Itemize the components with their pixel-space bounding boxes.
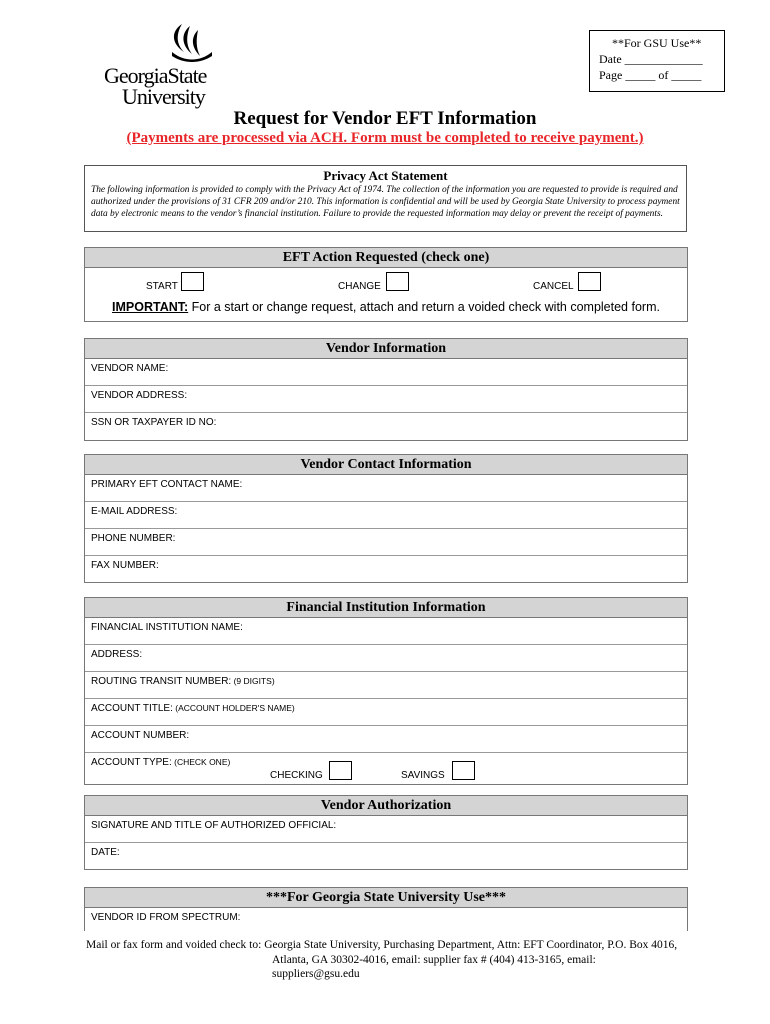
savings-label: SAVINGS	[401, 770, 445, 781]
institution-address-label: ADDRESS:	[91, 649, 143, 660]
privacy-text: The following information is provided to comply with the Privacy Act of 1974. The collection of the information you are requested to provide is required and authorized under the provisions of 31 CFR 209 and/or 210. This information is confidential and will be used by Georgia State University to process payment data by electronic means to the vendor’s financial institution. Failure to provide the requested information may delay or prevent the receipt of payments.	[91, 185, 680, 219]
footer-line-3[interactable]: suppliers@gsu.edu	[272, 968, 360, 980]
account-title-label-text: ACCOUNT TITLE:	[91, 703, 173, 714]
checking-checkbox[interactable]	[329, 761, 352, 780]
gsu-use-box	[589, 30, 725, 92]
institution-name-label: FINANCIAL INSTITUTION NAME:	[91, 622, 243, 633]
gsu-use-section	[84, 887, 688, 931]
signature-label: SIGNATURE AND TITLE OF AUTHORIZED OFFICIAL:	[91, 820, 337, 831]
vendor-info-section	[84, 338, 688, 441]
institution-address-field[interactable]	[85, 645, 687, 672]
vendor-contact-heading: Vendor Contact Information	[85, 455, 687, 475]
account-type-label	[91, 757, 230, 768]
eft-action-section	[84, 247, 688, 322]
savings-checkbox[interactable]	[452, 761, 475, 780]
eft-action-heading: EFT Action Requested (check one)	[85, 248, 687, 268]
cancel-label: CANCEL	[533, 281, 574, 292]
flame-icon	[162, 22, 214, 64]
important-label: IMPORTANT:	[112, 300, 189, 314]
auth-date-label: DATE:	[91, 847, 120, 858]
vendor-name-label: VENDOR NAME:	[91, 363, 169, 374]
ssn-field[interactable]	[85, 413, 687, 439]
institution-name-field[interactable]	[85, 618, 687, 645]
footer-line-1: Mail or fax form and voided check to: Georgia State University, Purchasing Department, Attn: EFT Coordinator, P.O. Box 4016,	[86, 939, 678, 951]
vendor-address-label: VENDOR ADDRESS:	[91, 390, 188, 401]
gsu-use-heading: **For GSU Use**	[612, 36, 702, 50]
vendor-info-heading: Vendor Information	[85, 339, 687, 359]
form-title: Request for Vendor EFT Information	[233, 108, 537, 129]
vendor-id-field[interactable]	[85, 908, 687, 930]
mailing-instructions	[86, 938, 686, 982]
account-title-label	[91, 703, 295, 714]
ssn-label: SSN OR TAXPAYER ID NO:	[91, 417, 217, 428]
vendor-address-field[interactable]	[85, 386, 687, 413]
phone-label: PHONE NUMBER:	[91, 533, 176, 544]
routing-label	[91, 676, 275, 687]
vendor-name-field[interactable]	[85, 359, 687, 386]
routing-label-text: ROUTING TRANSIT NUMBER:	[91, 676, 232, 687]
routing-note: (9 DIGITS)	[231, 676, 275, 686]
logo-line-2: University	[122, 84, 205, 109]
account-title-note: (ACCOUNT HOLDER'S NAME)	[172, 703, 295, 713]
important-note	[85, 300, 687, 314]
privacy-act-box	[84, 165, 687, 232]
primary-contact-label: PRIMARY EFT CONTACT NAME:	[91, 479, 243, 490]
authorization-heading: Vendor Authorization	[85, 796, 687, 816]
financial-section	[84, 597, 688, 785]
footer-line-2: Atlanta, GA 30302-4016, email: supplier fax # (404) 413-3165, email:	[272, 953, 596, 966]
phone-field[interactable]	[85, 529, 687, 556]
email-field[interactable]	[85, 502, 687, 529]
logo-line-1: GeorgiaState	[104, 63, 207, 88]
vendor-id-label: VENDOR ID FROM SPECTRUM:	[91, 912, 241, 923]
fax-label: FAX NUMBER:	[91, 560, 159, 571]
account-number-field[interactable]	[85, 726, 687, 753]
cancel-checkbox[interactable]	[578, 272, 601, 291]
start-checkbox[interactable]	[181, 272, 204, 291]
gsu-logo	[104, 22, 216, 112]
email-label: E-MAIL ADDRESS:	[91, 506, 178, 517]
account-type-label-text: ACCOUNT TYPE:	[91, 757, 172, 768]
vendor-contact-section	[84, 454, 688, 583]
important-text: For a start or change request, attach and return a voided check with completed form.	[188, 300, 660, 314]
start-label: START	[146, 281, 178, 292]
account-type-note: (CHECK ONE)	[171, 757, 231, 767]
gsu-use-date[interactable]: Date _____________	[599, 52, 703, 66]
gsu-use-section-heading: ***For Georgia State University Use***	[85, 888, 687, 908]
account-number-label: ACCOUNT NUMBER:	[91, 730, 190, 741]
account-title-field[interactable]	[85, 699, 687, 726]
signature-field[interactable]	[85, 816, 687, 843]
checking-label: CHECKING	[270, 770, 323, 781]
authorization-section	[84, 795, 688, 870]
form-subtitle: (Payments are processed via ACH. Form must be completed to receive payment.)	[126, 130, 644, 146]
change-checkbox[interactable]	[386, 272, 409, 291]
fax-field[interactable]	[85, 556, 687, 582]
routing-number-field[interactable]	[85, 672, 687, 699]
primary-contact-field[interactable]	[85, 475, 687, 502]
auth-date-field[interactable]	[85, 843, 687, 869]
gsu-use-page[interactable]: Page _____ of _____	[599, 68, 702, 82]
financial-heading: Financial Institution Information	[85, 598, 687, 618]
account-type-field	[85, 753, 687, 783]
change-label: CHANGE	[338, 281, 381, 292]
privacy-heading: Privacy Act Statement	[323, 168, 448, 183]
